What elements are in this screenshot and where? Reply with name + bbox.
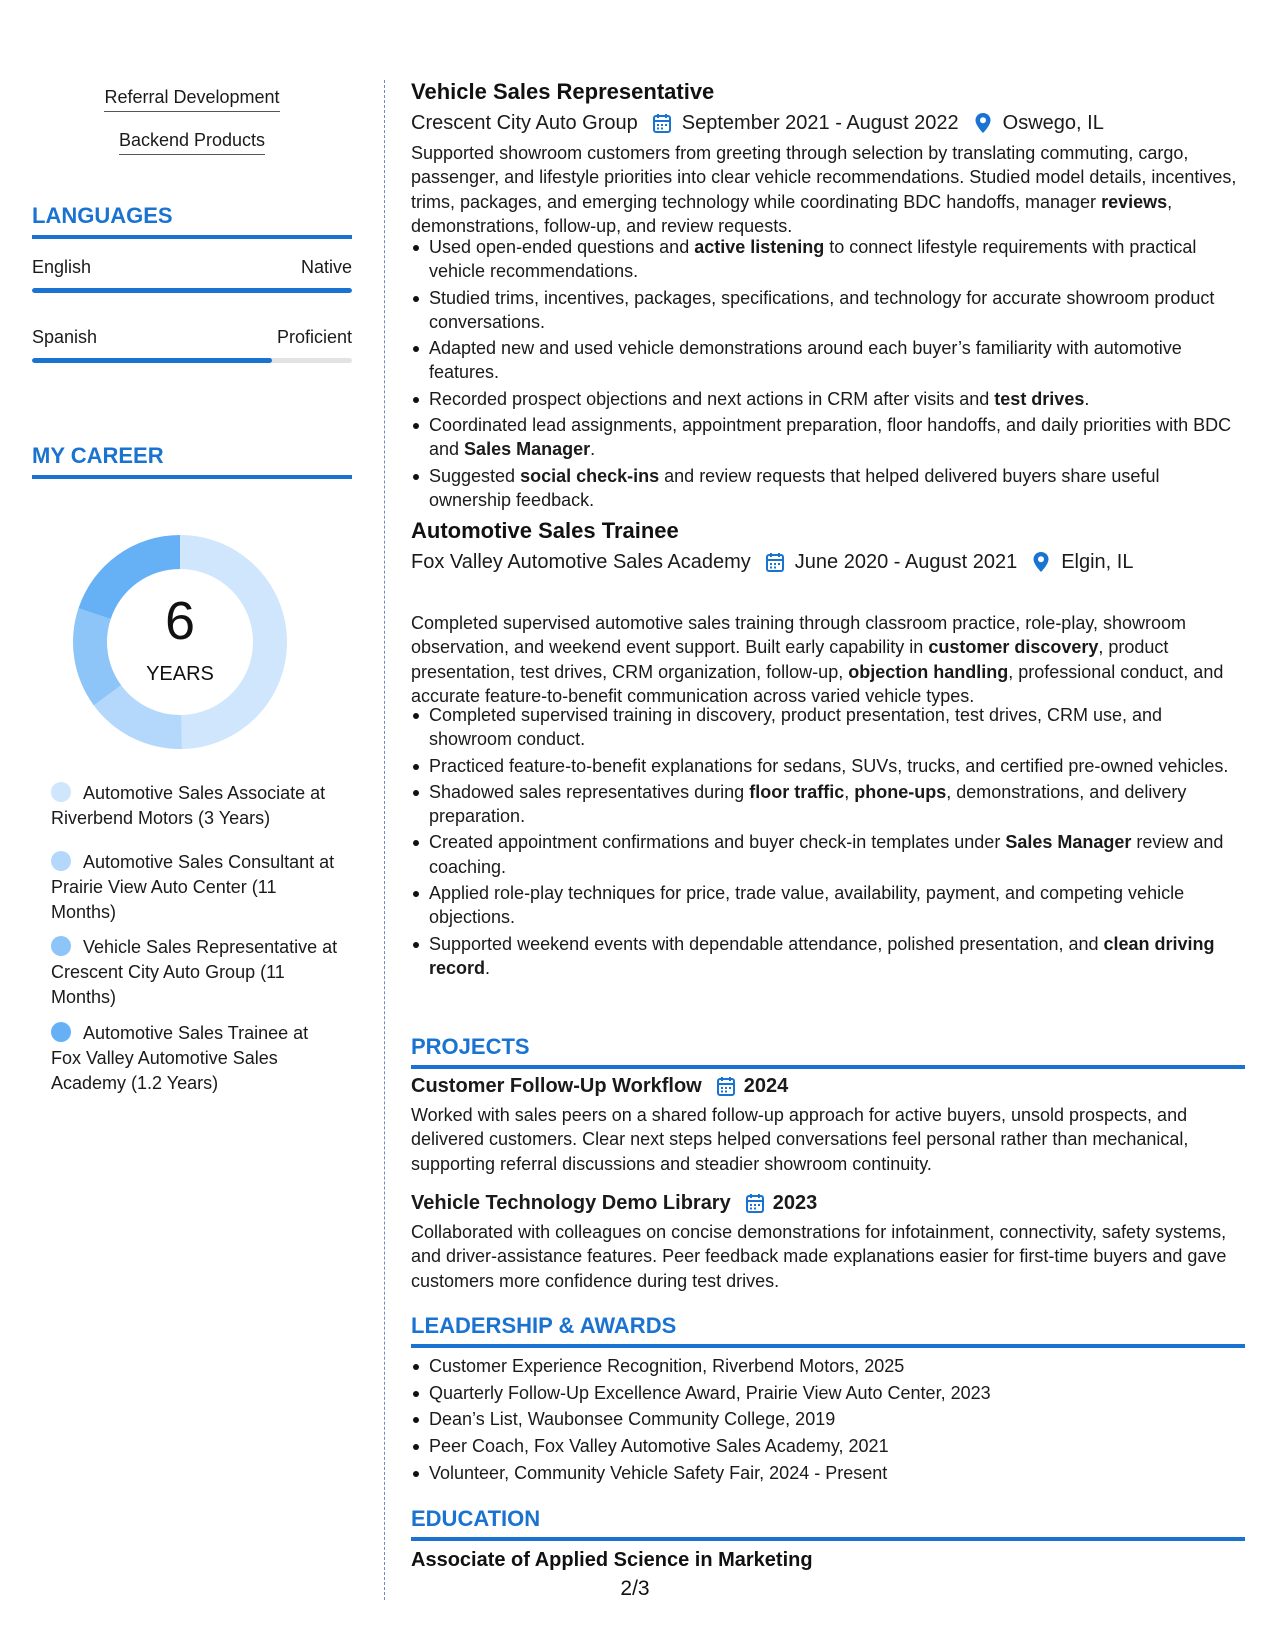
career-heading: MY CAREER — [32, 443, 352, 479]
company-name: Crescent City Auto Group — [411, 112, 638, 134]
job-bullet: Completed supervised training in discovery, product presentation, test drives, CRM use, and showroom conduct. — [411, 703, 1245, 752]
career-total-unit: YEARS — [146, 663, 214, 685]
languages-heading: LANGUAGES — [32, 203, 352, 239]
job-title: Vehicle Sales Representative — [411, 79, 715, 104]
award-item: Peer Coach, Fox Valley Automotive Sales Academy, 2021 — [411, 1433, 1245, 1460]
job-bullet: Suggested social check-ins and review requests that helped delivered buyers share useful ownership feedback. — [411, 464, 1245, 513]
career-legend-dot — [51, 782, 71, 802]
awards-heading: LEADERSHIP & AWARDS — [411, 1313, 1245, 1348]
project-title-row — [411, 1073, 788, 1099]
language-name: English — [32, 257, 92, 277]
job-bullet: Practiced feature-to-benefit explanations for sedans, SUVs, trucks, and certified pre-owned vehicles. — [411, 754, 1245, 778]
column-divider — [384, 80, 385, 1600]
award-item: Volunteer, Community Vehicle Safety Fair, 2024 - Present — [411, 1460, 1245, 1487]
education-degree: Associate of Applied Science in Marketing — [411, 1549, 813, 1571]
language-level: Proficient — [276, 327, 352, 347]
job-bullet-list — [411, 235, 1245, 514]
language-proficiency-bar — [32, 358, 352, 363]
project-title-row — [411, 1190, 817, 1216]
career-legend-dot — [51, 936, 71, 956]
language-row — [32, 256, 352, 278]
page-number: 2/3 — [620, 1577, 650, 1600]
job-dates: September 2021 - August 2022 — [681, 112, 959, 134]
career-item: Automotive Sales Associate at Riverbend Motors (3 Years) — [51, 783, 326, 828]
job-location: Elgin, IL — [1061, 551, 1134, 573]
project-title: Vehicle Technology Demo Library — [411, 1192, 731, 1214]
job-location: Oswego, IL — [1002, 112, 1104, 134]
job-bullet: Studied trims, incentives, packages, specifications, and technology for accurate showroom product conversations. — [411, 286, 1245, 335]
award-item: Customer Experience Recognition, Riverbend Motors, 2025 — [411, 1353, 1245, 1380]
calendar-icon — [716, 1075, 736, 1097]
skill-tag: Referral Development — [32, 86, 352, 112]
career-donut-center — [65, 527, 295, 757]
calendar-icon — [652, 112, 672, 134]
job-bullet: Applied role-play techniques for price, trade value, availability, payment, and competing vehicle objections. — [411, 881, 1245, 930]
award-item: Quarterly Follow-Up Excellence Award, Prairie View Auto Center, 2023 — [411, 1380, 1245, 1407]
project-year: 2023 — [772, 1192, 818, 1214]
job-bullet: Coordinated lead assignments, appointment preparation, floor handoffs, and daily priorities with BDC and Sales Manager. — [411, 413, 1245, 462]
project-year: 2024 — [743, 1075, 789, 1097]
career-item: Automotive Sales Consultant at Prairie View Auto Center (11 Months) — [51, 852, 335, 922]
job-summary: Completed supervised automotive sales training through classroom practice, role-play, showroom observation, and weekend event support. Built early capability in customer discovery, product presentation, test drives, CRM organization, follow-up, objection handling, professional conduct, and accurate feature-to-benefit communication across varied vehicle types. — [411, 613, 1224, 706]
career-legend-dot — [51, 851, 71, 871]
project-description: Collaborated with colleagues on concise demonstrations for infotainment, connectivity, safety systems, and driver-assistance features. Peer feedback made explanations easier for first-time buyers and gave customers more confidence during test drives. — [411, 1222, 1227, 1291]
location-pin-icon — [973, 112, 993, 134]
language-proficiency-bar — [32, 288, 352, 293]
job-bullet: Used open-ended questions and active listening to connect lifestyle requirements with practical vehicle recommendations. — [411, 235, 1245, 284]
calendar-icon — [745, 1192, 765, 1214]
awards-list — [411, 1353, 1245, 1487]
career-legend-dot — [51, 1022, 71, 1042]
job-summary: Supported showroom customers from greeting through selection by translating commuting, cargo, passenger, and lifestyle priorities into clear vehicle recommendations. Studied model details, incentives, trims, packages, and emerging technology while coordinating BDC handoffs, manager reviews, demonstrations, follow-up, and review requests. — [411, 143, 1237, 236]
job-bullet: Shadowed sales representatives during floor traffic, phone-ups, demonstrations, and delivery preparation. — [411, 780, 1245, 829]
career-total-number: 6 — [164, 591, 196, 651]
project-description: Worked with sales peers on a shared follow-up approach for active buyers, unsold prospects, and delivered customers. Clear next steps helped conversations feel personal rather than mechanical, supporting referral discussions and steadier showroom continuity. — [411, 1105, 1189, 1174]
projects-heading: PROJECTS — [411, 1034, 1245, 1069]
language-proficiency-fill — [32, 358, 272, 363]
language-level: Native — [300, 257, 352, 277]
job-bullet: Supported weekend events with dependable attendance, polished presentation, and clean driving record. — [411, 932, 1245, 981]
job-dates: June 2020 - August 2021 — [794, 551, 1018, 573]
education-heading: EDUCATION — [411, 1506, 1245, 1541]
company-name: Fox Valley Automotive Sales Academy — [411, 551, 751, 573]
calendar-icon — [765, 551, 785, 573]
career-item: Automotive Sales Trainee at Fox Valley Automotive Sales Academy (1.2 Years) — [51, 1023, 309, 1093]
job-meta — [411, 110, 1104, 136]
skill-tag: Backend Products — [32, 129, 352, 155]
job-title: Automotive Sales Trainee — [411, 518, 679, 543]
job-bullet: Adapted new and used vehicle demonstrations around each buyer’s familiarity with automotive features. — [411, 336, 1245, 385]
project-title: Customer Follow-Up Workflow — [411, 1075, 702, 1097]
job-meta — [411, 549, 1133, 575]
award-item: Dean’s List, Waubonsee Community College, 2019 — [411, 1406, 1245, 1433]
job-bullet: Created appointment confirmations and buyer check-in templates under Sales Manager review and coaching. — [411, 830, 1245, 879]
language-row — [32, 326, 352, 348]
job-bullet-list — [411, 703, 1245, 982]
career-donut-chart — [65, 527, 295, 757]
location-pin-icon — [1031, 551, 1051, 573]
job-bullet: Recorded prospect objections and next actions in CRM after visits and test drives. — [411, 387, 1245, 411]
career-item: Vehicle Sales Representative at Crescent City Auto Group (11 Months) — [51, 937, 338, 1007]
language-proficiency-fill — [32, 288, 352, 293]
language-name: Spanish — [32, 327, 98, 347]
